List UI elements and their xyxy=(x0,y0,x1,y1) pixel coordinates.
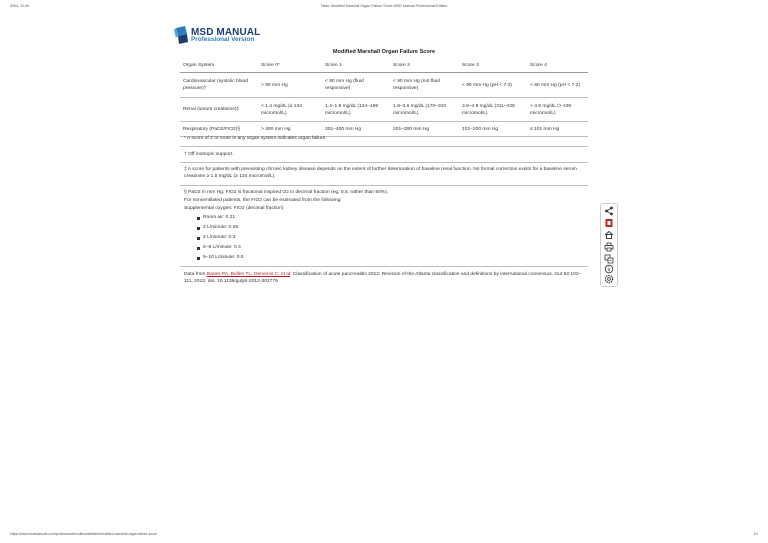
footnote-section-line1: § PaO2 in mm Hg; FIO2 is fractional inspired O2 in decimal fraction (eg, 0.5, rather than 50%). xyxy=(184,190,389,195)
table-cell: < 90 mm Hg (fluid responsive) xyxy=(322,73,390,98)
settings-icon[interactable] xyxy=(604,274,614,284)
table-cell: 3.6–4.9 mg/dL (311–439 micromol/L) xyxy=(459,98,527,122)
table-cell: 1.4–1.8 mg/dL (134–169 micromol/L) xyxy=(322,98,390,122)
page-count: 1/1 xyxy=(753,532,758,536)
red-square-icon[interactable] xyxy=(604,218,614,228)
translate-icon[interactable] xyxy=(604,254,614,264)
footnote-dagger: † Off inotropic support. xyxy=(184,152,234,157)
header-score-3: Score 3 xyxy=(459,59,527,73)
list-item: 4 L/minute: 0.3 xyxy=(203,234,244,244)
bullet-icon xyxy=(197,217,200,220)
share-icon[interactable] xyxy=(604,206,614,216)
print-url: https://www.msdmanuals.com/professional/multimedia/table/modified-marshall-organ-failure-score xyxy=(10,532,157,536)
table-cell: < 90 mm Hg (pH < 7.2) xyxy=(527,73,588,98)
table-row xyxy=(180,73,588,98)
print-footer xyxy=(10,532,758,538)
bullet-icon xyxy=(197,257,200,260)
msd-manual-logo[interactable] xyxy=(174,26,284,44)
bullet-icon xyxy=(197,227,200,230)
footnote-double-dagger: ‡ A score for patients with preexisting chronic kidney disease depends on the extent of further deterioration of baseline renal function. No formal correction exists for a baseline serum creatinine ≥ 1.5 mg/dL (≥ 134 micromol/L). xyxy=(184,167,577,180)
footnote-divider xyxy=(180,185,588,186)
table-cell: < 1.4 mg/dL (≤ 134 micromol/L) xyxy=(258,98,322,122)
print-header xyxy=(10,4,758,12)
table-cell: Cardiovascular (systolic blood pressure)† xyxy=(180,73,258,98)
list-item: 2 L/minute: 0.25 xyxy=(203,224,244,234)
home-icon[interactable] xyxy=(604,230,614,240)
table-cell: < 90 mm Hg (pH < 7.3) xyxy=(459,73,527,98)
print-icon[interactable] xyxy=(604,242,614,252)
bullet-icon xyxy=(197,247,200,250)
footnote-divider xyxy=(180,162,588,163)
source-authors-link[interactable]: Banks PA, Bollen TL, Dervenis C, et al xyxy=(206,272,291,277)
footnote-section-line3: Supplemental oxygen: FIO2 (decimal fraction) xyxy=(184,206,284,211)
logo-subtitle: Professional Version xyxy=(191,36,255,43)
table-cell: 1.9–3.6 mg/dL (170–310 micromol/L) xyxy=(390,98,459,122)
header-score-0: Score 0* xyxy=(258,59,322,73)
logo-title: MSD MANUAL xyxy=(191,27,261,38)
table-cell: < 90 mm Hg (not fluid responsive) xyxy=(390,73,459,98)
table-title: Modified Marshall Organ Failure Score xyxy=(332,49,436,55)
table-cell: Respiratory (PaO2/FIO2)§ xyxy=(180,122,258,137)
header-organ-system: Organ System xyxy=(180,59,258,73)
table-cell: 101–200 mm Hg xyxy=(459,122,527,137)
list-item: 9–10 L/minute: 0.5 xyxy=(203,254,244,264)
logo-mark-icon xyxy=(174,26,190,44)
list-item: 6–8 L/minute: 0.4 xyxy=(203,244,244,254)
header-score-4: Score 4 xyxy=(527,59,588,73)
print-date: 5/5/4, 12:49 xyxy=(10,4,29,8)
organ-failure-table xyxy=(180,59,588,137)
table-cell: ≤ 101 mm Hg xyxy=(527,122,588,137)
table-cell: 301–400 mm Hg xyxy=(322,122,390,137)
table-header-row xyxy=(180,59,588,73)
footnote-divider xyxy=(180,146,588,147)
table-cell: > 400 mm Hg xyxy=(258,122,322,137)
info-icon[interactable] xyxy=(604,264,614,274)
side-toolbar xyxy=(600,203,618,287)
list-item: Room air: 0.21 xyxy=(203,214,244,224)
table-cell: > 90 mm Hg xyxy=(258,73,322,98)
table-cell: Renal (serum creatinine)‡ xyxy=(180,98,258,122)
footnote-star: * A score of 2 or more in any organ system indicates organ failure. xyxy=(184,136,327,141)
table-cell: > 4.9 mg/dL (> 439 micromol/L) xyxy=(527,98,588,122)
journal-name: Gut xyxy=(554,272,563,277)
footnote-section-line2: For nonventilated patients, the FIO2 can be estimated from the following: xyxy=(184,198,342,203)
header-score-1: Score 1 xyxy=(322,59,390,73)
table-row xyxy=(180,98,588,122)
table-cell: 201–300 mm Hg xyxy=(390,122,459,137)
header-score-2: Score 2 xyxy=(390,59,459,73)
bullet-icon xyxy=(197,237,200,240)
source-citation: Data from Banks PA, Bollen TL, Dervenis C, et al: Classification of acute pancreatitis 2012: Revision of the Atlanta classification and definitions by international consensus. Gut 62:102–111, 2013. doi: 10.1136/gutjnl-2012-302779 xyxy=(184,272,582,285)
fio2-list xyxy=(203,214,244,264)
footnote-divider xyxy=(180,266,588,267)
print-page-title: Table: Modified Marshall Organ Failure Score-MSD Manual Professional Edition xyxy=(320,4,448,8)
